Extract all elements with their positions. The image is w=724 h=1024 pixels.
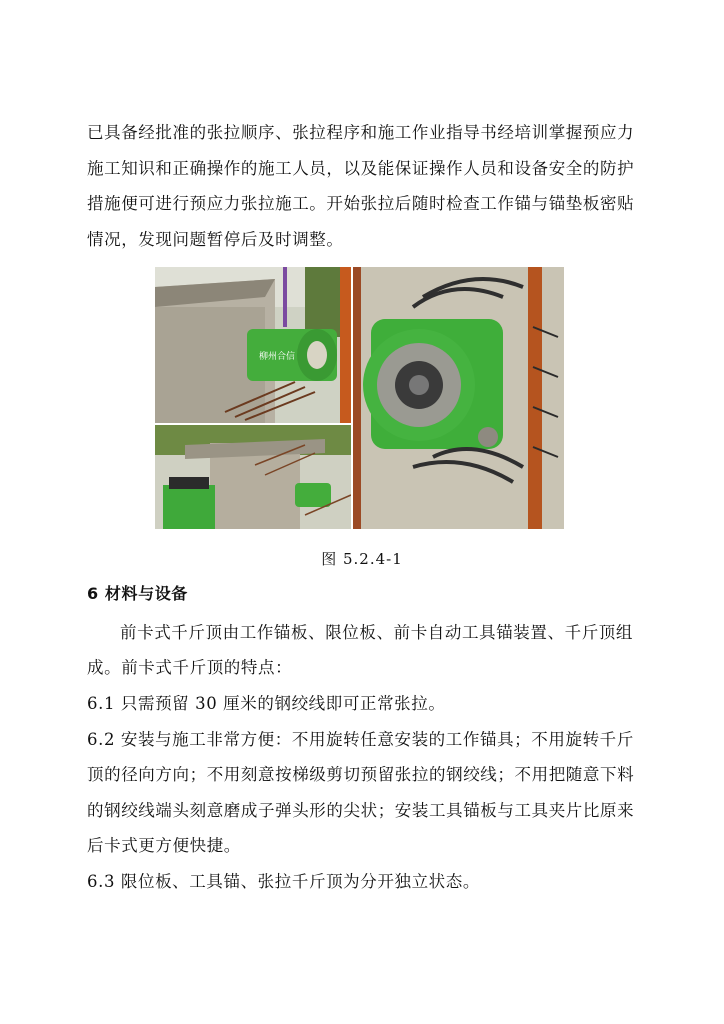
figure-photo-jack-side xyxy=(155,267,351,423)
figure-caption: 图 5.2.4-1 xyxy=(321,550,403,568)
paragraph-line: 成。前卡式千斤顶的特点： xyxy=(87,658,293,677)
paragraph-line: 前卡式千斤顶由工作锚板、限位板、前卡自动工具锚装置、千斤顶组 xyxy=(120,623,633,642)
list-item-6-1: 6.1 只需预留 30 厘米的钢绞线即可正常张拉。 xyxy=(87,694,446,713)
section-heading: 6 材料与设备 xyxy=(87,584,188,603)
paragraph-line: 施工知识和正确操作的施工人员，以及能保证操作人员和设备安全的防护 xyxy=(87,159,635,178)
figure-photo-pier-equipment xyxy=(155,425,351,529)
list-item-6-3: 6.3 限位板、工具锚、张拉千斤顶为分开独立状态。 xyxy=(87,872,480,891)
paragraph-line: 的钢绞线端头刻意磨成子弹头形的尖状；安装工具锚板与工具夹片比原来 xyxy=(87,801,635,820)
paragraph-line: 措施便可进行预应力张拉施工。开始张拉后随时检查工作锚与锚垫板密贴 xyxy=(87,194,635,213)
list-item-6-2: 6.2 安装与施工非常方便：不用旋转任意安装的工作锚具；不用旋转千斤 xyxy=(87,730,634,749)
jack-brand-logo: 柳州合信 xyxy=(259,352,296,362)
paragraph-line: 顶的径向方向；不用刻意按梯级剪切预留张拉的钢绞线；不用把随意下料 xyxy=(87,765,635,784)
figure-photo-jack-front xyxy=(353,267,564,529)
paragraph-line: 情况，发现问题暂停后及时调整。 xyxy=(87,230,344,249)
paragraph-line: 后卡式更方便快捷。 xyxy=(87,836,241,855)
paragraph-line: 已具备经批准的张拉顺序、张拉程序和施工作业指导书经培训掌握预应力 xyxy=(87,123,635,142)
